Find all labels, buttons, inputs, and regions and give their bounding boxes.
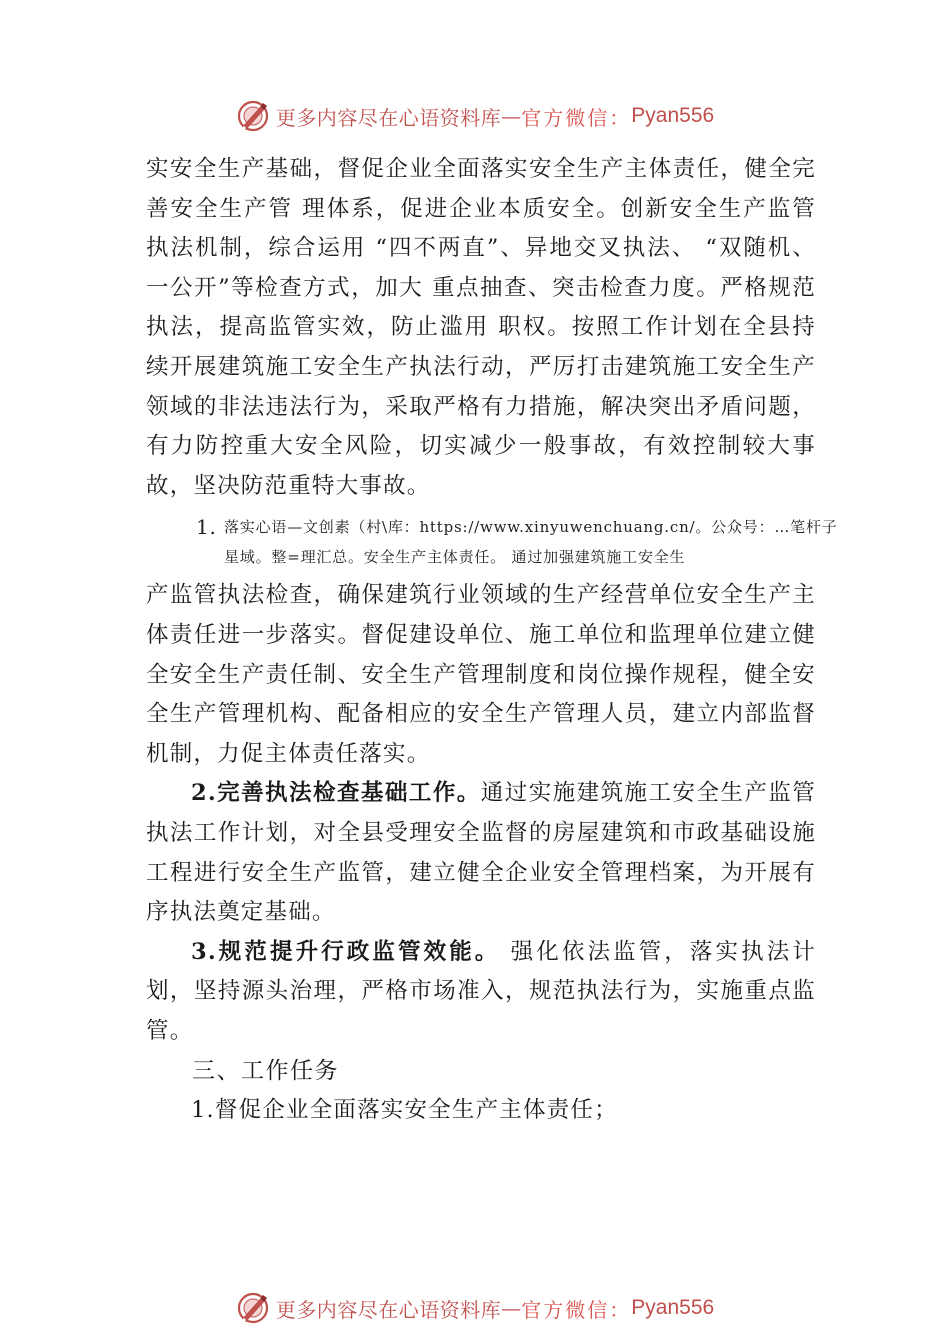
item-2-title: 2.完善执法检查基础工作。: [191, 780, 481, 807]
paragraph-item-2: [146, 774, 816, 932]
watermark-title: 更多内容尽在心语资料库: [275, 105, 502, 130]
task-item-1: 1.督促企业全面落实安全生产主体责任；: [191, 1097, 618, 1124]
document-body: [146, 150, 838, 1131]
paragraph-responsibility: 产监管执法检查，确保建筑行业领域的生产经营单位安全生产主体责任进一步落实。督促建设单位、施工单位和监理单位建立健全安全生产责任制、安全生产管理制度和岗位操作规程，健全安全生产管理机构、配备相应的安全生产管理人员，建立内部监督机制，力促主体责任落实。: [146, 582, 816, 767]
paragraph-intro: 实安全生产基础，督促企业全面落实安全生产主体责任，健全完善安全生产管 理体系，促进企业本质安全。创新安全生产监管执法机制，综合运用 “四不两直”、异地交叉执法、 “双随机、一公开”等检查方式，加大 重点抽查、突击检查力度。严格规范执法，提高监管实效，防止滥用 职权。按照工作计划在全县持续开展建筑施工安全生产执法行动，严厉打击建筑施工安全生产领域的非法违法行为，采取严格有力措施，解决突出矛盾问题，有力防控重大安全风险，切实减少一般事故，有效控制较大事故，坚决防范重特大事故。: [146, 156, 816, 499]
watermark-handle: Pyan556: [631, 104, 715, 127]
footnote-number: 1.: [196, 515, 217, 540]
watermark-label: 官方微信：: [521, 1297, 632, 1322]
item-3-title: 3.规范提升行政监管效能。: [191, 938, 501, 965]
item-3-text: 强化依法监管，落实执法计划，坚持源头治理，严格市场准入，规范执法行为，实施重点监管。: [146, 938, 816, 1044]
watermark-label: 官方微信：: [521, 105, 632, 130]
pen-logo-icon: [236, 99, 270, 133]
watermark-title: 更多内容尽在心语资料库: [275, 1297, 502, 1322]
watermark-handle: Pyan556: [631, 1296, 715, 1319]
footnote-block: [146, 512, 844, 572]
watermark-separator: —: [501, 1296, 522, 1320]
footer-watermark: [0, 1286, 950, 1330]
paragraph-item-3: [146, 933, 816, 1052]
item-2-text: 通过实施建筑施工安全生产监管执法工作计划，对全县受理安全监督的房屋建筑和市政基础设施工程进行安全生产监管，建立健全企业安全管理档案，为开展有序执法奠定基础。: [146, 780, 816, 926]
watermark-separator: —: [501, 104, 522, 128]
header-watermark: [0, 94, 950, 138]
pen-logo-icon: [236, 1291, 270, 1325]
footnote-text: 落实心语—文创素（村\库：https://www.xinyuwenchuang.cn/。公众号：…笔杆子星域。整=理汇总。安全生产主体责任。 通过加强建筑施工安全生: [224, 518, 838, 567]
section-heading-tasks: 三、工作任务: [192, 1058, 339, 1085]
